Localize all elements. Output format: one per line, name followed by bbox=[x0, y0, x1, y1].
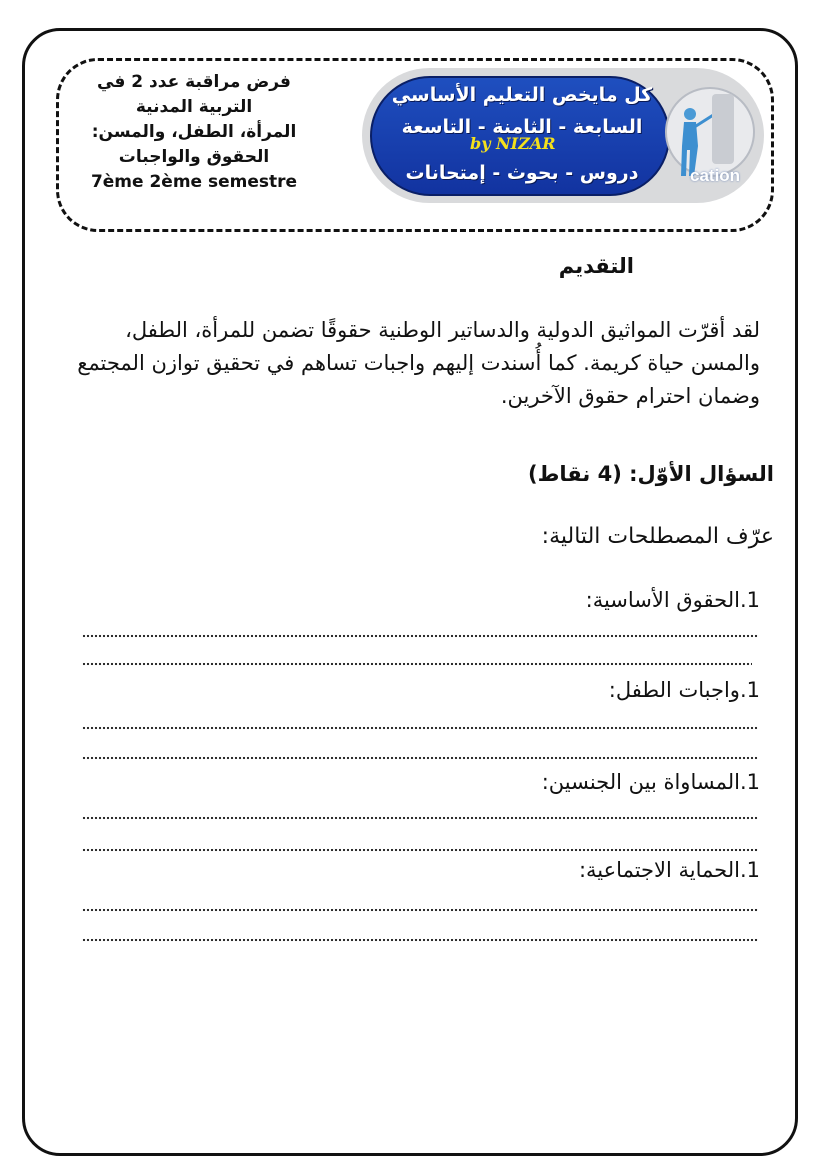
logo-wordmark: cation bbox=[690, 166, 741, 185]
exam-title-line4: الحقوق والواجبات bbox=[118, 147, 270, 167]
answer-line[interactable] bbox=[82, 756, 758, 760]
banner-line3: دروس - بحوث - إمتحانات bbox=[405, 162, 639, 184]
term-label: 1.الحماية الاجتماعية: bbox=[578, 858, 760, 882]
term-label: 1.المساواة بين الجنسين: bbox=[541, 770, 760, 794]
answer-line[interactable] bbox=[82, 816, 758, 820]
exam-title-line2: التربية المدنية bbox=[135, 97, 253, 117]
exam-title bbox=[70, 70, 318, 195]
exam-title-line1: فرض مراقبة عدد 2 في bbox=[97, 72, 291, 92]
section-title: التقديم bbox=[558, 254, 634, 278]
answer-line[interactable] bbox=[82, 634, 758, 638]
semester-label: 7ème 2ème semestre bbox=[90, 172, 298, 192]
intro-paragraph: لقد أقرّت المواثيق الدولية والدساتير الوطنية حقوقًا تضمن للمرأة، الطفل، والمسن حياة كريمة. كما أُسندت إليهم واجبات تساهم في تحقيق توازن المجتمع وضمان احترام حقوق الآخرين. bbox=[77, 318, 760, 408]
answer-line[interactable] bbox=[82, 938, 758, 942]
answer-line[interactable] bbox=[82, 908, 758, 912]
banner-by-author: by NIZAR bbox=[470, 134, 556, 153]
banner-line2: السابعة - الثامنة - التاسعة bbox=[401, 116, 643, 138]
exam-title-line3: المرأة، الطفل، والمسن: bbox=[91, 122, 297, 142]
question-heading: السؤال الأوّل: (4 نقاط) bbox=[528, 462, 774, 486]
answer-line[interactable] bbox=[82, 848, 758, 852]
answer-line[interactable] bbox=[82, 662, 752, 666]
answer-line[interactable] bbox=[82, 726, 758, 730]
banner-line1: كل مايخص التعليم الأساسي bbox=[391, 84, 653, 106]
term-label: 1.واجبات الطفل: bbox=[608, 678, 760, 702]
question-instruction: عرّف المصطلحات التالية: bbox=[541, 524, 774, 549]
term-label: 1.الحقوق الأساسية: bbox=[585, 588, 760, 612]
